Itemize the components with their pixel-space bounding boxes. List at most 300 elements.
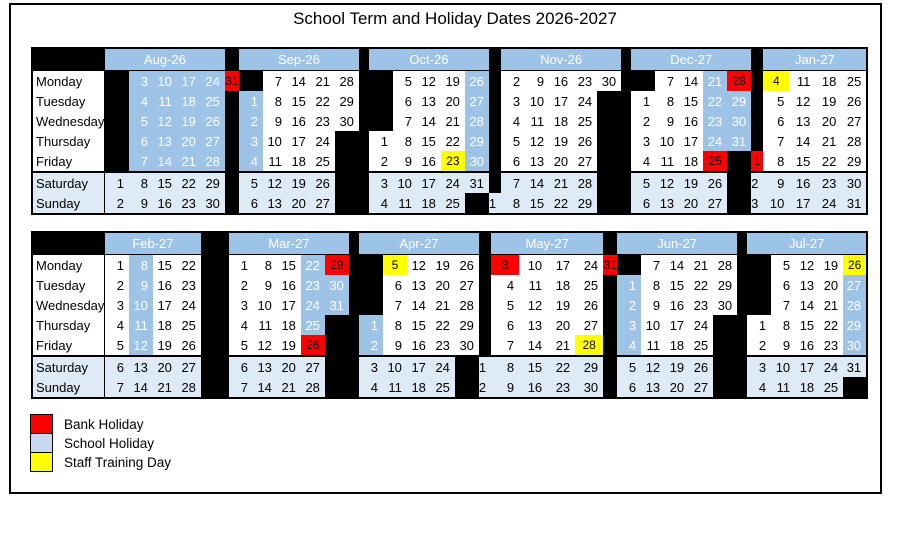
day-cell-school-holiday: 2 bbox=[617, 295, 641, 315]
day-cell-term-day: 17 bbox=[277, 295, 301, 315]
day-cell-school-holiday: 30 bbox=[325, 275, 349, 295]
day-cell-term-day: 19 bbox=[547, 295, 575, 315]
day-cell-school-holiday: 11 bbox=[153, 91, 177, 111]
day-cell-term-day: 5 bbox=[229, 335, 253, 356]
day-cell-weekend: 15 bbox=[153, 172, 177, 193]
day-cell-weekend: 30 bbox=[201, 193, 225, 214]
filler-cell bbox=[489, 172, 501, 193]
day-cell-term-day: 11 bbox=[525, 111, 549, 131]
filler-cell bbox=[225, 91, 239, 111]
header-filler bbox=[32, 232, 105, 255]
filler-cell bbox=[105, 131, 129, 151]
day-cell-school-holiday: 24 bbox=[201, 71, 225, 92]
filler-cell bbox=[479, 335, 491, 356]
day-cell-term-day: 18 bbox=[153, 315, 177, 335]
day-cell-school-holiday: 25 bbox=[301, 315, 325, 335]
day-cell-weekend: 13 bbox=[263, 193, 287, 214]
day-cell-term-day: 20 bbox=[819, 275, 843, 295]
day-cell-term-day: 25 bbox=[311, 151, 335, 172]
filler-cell bbox=[105, 151, 129, 172]
filler-cell bbox=[603, 356, 617, 377]
day-cell-school-holiday: 4 bbox=[617, 335, 641, 356]
day-cell-term-day: 5 bbox=[763, 91, 789, 111]
day-cell-term-day: 26 bbox=[573, 131, 597, 151]
day-cell-school-holiday: 23 bbox=[301, 275, 325, 295]
day-cell-term-day: 20 bbox=[431, 275, 455, 295]
day-cell-school-holiday: 26 bbox=[201, 111, 225, 131]
day-cell-term-day: 14 bbox=[407, 295, 431, 315]
weekday-label: Friday bbox=[32, 151, 105, 172]
day-cell-weekend: 6 bbox=[631, 193, 655, 214]
day-cell-term-day: 23 bbox=[689, 295, 713, 315]
filler-cell bbox=[737, 356, 747, 377]
filler-cell bbox=[747, 255, 771, 276]
day-cell-term-day: 11 bbox=[263, 151, 287, 172]
day-cell-term-day: 24 bbox=[689, 315, 713, 335]
day-cell-term-day: 20 bbox=[549, 151, 573, 172]
day-cell-term-day: 17 bbox=[679, 131, 703, 151]
day-cell-weekend: 18 bbox=[795, 377, 819, 398]
day-cell-term-day: 19 bbox=[441, 71, 465, 92]
filler-cell bbox=[359, 172, 369, 193]
day-cell-school-holiday: 24 bbox=[301, 295, 325, 315]
day-cell-term-day: 9 bbox=[263, 111, 287, 131]
filler-cell bbox=[349, 275, 359, 295]
day-cell-term-day: 21 bbox=[547, 335, 575, 356]
day-cell-term-day: 18 bbox=[277, 315, 301, 335]
day-cell-weekend: 4 bbox=[747, 377, 771, 398]
weekday-row-wednesday bbox=[32, 295, 867, 315]
filler-cell bbox=[597, 172, 621, 193]
day-cell-term-day: 3 bbox=[501, 91, 525, 111]
day-cell-term-day: 7 bbox=[655, 71, 679, 92]
day-cell-term-day: 17 bbox=[665, 315, 689, 335]
day-cell-term-day: 16 bbox=[277, 275, 301, 295]
day-cell-weekend: 3 bbox=[747, 356, 771, 377]
day-cell-term-day: 8 bbox=[253, 255, 277, 276]
filler-cell bbox=[603, 295, 617, 315]
filler-cell bbox=[747, 295, 771, 315]
day-cell-weekend: 30 bbox=[575, 377, 603, 398]
day-cell-term-day: 12 bbox=[789, 91, 815, 111]
day-cell-weekend: 24 bbox=[815, 193, 841, 214]
day-cell-term-day: 25 bbox=[573, 111, 597, 131]
day-cell-weekend: 4 bbox=[369, 193, 393, 214]
day-cell-weekend: 3 bbox=[369, 172, 393, 193]
filler-cell bbox=[737, 315, 747, 335]
day-cell-term-day: 19 bbox=[277, 335, 301, 356]
day-cell-term-day: 12 bbox=[253, 335, 277, 356]
page-title: School Term and Holiday Dates 2026-2027 bbox=[293, 9, 617, 28]
day-cell-term-day: 24 bbox=[311, 131, 335, 151]
day-cell-weekend: 31 bbox=[843, 356, 867, 377]
filler-cell bbox=[713, 335, 737, 356]
bank-holiday-swatch bbox=[30, 414, 53, 434]
day-cell-school-holiday: 4 bbox=[239, 151, 263, 172]
day-cell-weekend: 20 bbox=[287, 193, 311, 214]
weekday-label: Saturday bbox=[32, 356, 105, 377]
day-cell-term-day: 13 bbox=[407, 275, 431, 295]
day-cell-term-day: 4 bbox=[491, 275, 519, 295]
day-cell-term-day: 7 bbox=[383, 295, 407, 315]
header-filler bbox=[737, 232, 747, 255]
day-cell-term-day: 12 bbox=[417, 71, 441, 92]
day-cell-weekend: 20 bbox=[153, 356, 177, 377]
day-cell-term-day: 21 bbox=[441, 111, 465, 131]
day-cell-weekend: 29 bbox=[201, 172, 225, 193]
day-cell-weekend: 26 bbox=[703, 172, 727, 193]
day-cell-school-holiday: 19 bbox=[177, 111, 201, 131]
day-cell-weekend: 27 bbox=[689, 377, 713, 398]
day-cell-term-day: 13 bbox=[519, 315, 547, 335]
day-cell-weekend: 12 bbox=[263, 172, 287, 193]
day-cell-weekend: 1 bbox=[479, 356, 491, 377]
filler-cell bbox=[489, 151, 501, 172]
month-header: Nov-26 bbox=[501, 48, 621, 71]
filler-cell bbox=[751, 71, 763, 92]
day-cell-school-holiday: 17 bbox=[177, 71, 201, 92]
day-cell-term-day: 22 bbox=[819, 315, 843, 335]
day-cell-term-day: 30 bbox=[455, 335, 479, 356]
weekday-label: Friday bbox=[32, 335, 105, 356]
day-cell-term-day: 21 bbox=[815, 131, 841, 151]
day-cell-term-day: 12 bbox=[795, 255, 819, 276]
day-cell-term-day: 6 bbox=[393, 91, 417, 111]
day-cell-school-holiday: 8 bbox=[129, 255, 153, 276]
filler-cell bbox=[359, 111, 369, 131]
filler-cell bbox=[201, 315, 229, 335]
filler-cell bbox=[369, 91, 393, 111]
header-filler bbox=[489, 48, 501, 71]
weekday-label: Thursday bbox=[32, 315, 105, 335]
header-filler bbox=[621, 48, 631, 71]
day-cell-term-day: 7 bbox=[263, 71, 287, 92]
filler-cell bbox=[597, 193, 621, 214]
weekday-row-tuesday bbox=[32, 91, 867, 111]
day-cell-staff-training: 5 bbox=[383, 255, 407, 276]
day-cell-weekend: 23 bbox=[815, 172, 841, 193]
filler-cell bbox=[105, 111, 129, 131]
day-cell-term-day: 6 bbox=[501, 151, 525, 172]
filler-cell bbox=[225, 172, 239, 193]
filler-cell bbox=[325, 335, 349, 356]
filler-cell bbox=[359, 193, 369, 214]
day-cell-weekend: 15 bbox=[519, 356, 547, 377]
month-header: Sep-26 bbox=[239, 48, 359, 71]
day-cell-term-day: 29 bbox=[713, 275, 737, 295]
day-cell-weekend: 18 bbox=[417, 193, 441, 214]
day-cell-term-day: 22 bbox=[311, 91, 335, 111]
day-cell-weekend: 18 bbox=[407, 377, 431, 398]
day-cell-weekend: 27 bbox=[703, 193, 727, 214]
day-cell-term-day: 15 bbox=[679, 91, 703, 111]
day-cell-term-day: 16 bbox=[679, 111, 703, 131]
month-header-row bbox=[32, 232, 867, 255]
day-cell-school-holiday: 26 bbox=[465, 71, 489, 92]
filler-cell bbox=[349, 356, 359, 377]
legend-item-school-holiday bbox=[30, 433, 171, 453]
day-cell-weekend: 8 bbox=[129, 172, 153, 193]
day-cell-term-day: 16 bbox=[153, 275, 177, 295]
day-cell-weekend: 6 bbox=[105, 356, 129, 377]
day-cell-term-day: 18 bbox=[815, 71, 841, 92]
header-filler bbox=[349, 232, 359, 255]
filler-cell bbox=[105, 91, 129, 111]
day-cell-weekend: 26 bbox=[689, 356, 713, 377]
filler-cell bbox=[479, 275, 491, 295]
day-cell-term-day: 16 bbox=[407, 335, 431, 356]
weekday-row-wednesday bbox=[32, 111, 867, 131]
day-cell-weekend: 2 bbox=[751, 172, 763, 193]
filler-cell bbox=[349, 335, 359, 356]
filler-cell bbox=[621, 131, 631, 151]
day-cell-school-holiday: 23 bbox=[703, 111, 727, 131]
day-cell-weekend: 13 bbox=[253, 356, 277, 377]
filler-cell bbox=[479, 315, 491, 335]
filler-cell bbox=[359, 151, 369, 172]
day-cell-weekend: 29 bbox=[575, 356, 603, 377]
day-cell-school-holiday: 12 bbox=[153, 111, 177, 131]
day-cell-term-day: 12 bbox=[525, 131, 549, 151]
day-cell-term-day: 11 bbox=[789, 71, 815, 92]
day-cell-weekend: 5 bbox=[631, 172, 655, 193]
legend-item-staff-training-day bbox=[30, 452, 171, 472]
day-cell-weekend: 11 bbox=[393, 193, 417, 214]
filler-cell bbox=[465, 193, 489, 214]
day-cell-term-day: 20 bbox=[547, 315, 575, 335]
day-cell-school-holiday: 6 bbox=[129, 131, 153, 151]
day-cell-weekend: 19 bbox=[287, 172, 311, 193]
day-cell-school-holiday: 1 bbox=[359, 315, 383, 335]
filler-cell bbox=[751, 131, 763, 151]
day-cell-term-day: 1 bbox=[747, 315, 771, 335]
day-cell-term-day: 10 bbox=[525, 91, 549, 111]
day-cell-term-day: 2 bbox=[501, 71, 525, 92]
day-cell-school-holiday: 13 bbox=[153, 131, 177, 151]
day-cell-term-day: 1 bbox=[631, 91, 655, 111]
day-cell-weekend: 13 bbox=[129, 356, 153, 377]
day-cell-term-day: 4 bbox=[105, 315, 129, 335]
day-cell-school-holiday: 22 bbox=[703, 91, 727, 111]
day-cell-term-day: 21 bbox=[819, 295, 843, 315]
day-cell-term-day: 4 bbox=[631, 151, 655, 172]
month-header: Feb-27 bbox=[105, 232, 201, 255]
day-cell-term-day: 30 bbox=[335, 111, 359, 131]
day-cell-school-holiday: 2 bbox=[359, 335, 383, 356]
day-cell-bank-holiday: 26 bbox=[301, 335, 325, 356]
day-cell-school-holiday: 30 bbox=[843, 335, 867, 356]
staff-training-day-swatch bbox=[30, 452, 53, 472]
day-cell-term-day: 14 bbox=[519, 335, 547, 356]
day-cell-term-day: 26 bbox=[177, 335, 201, 356]
day-cell-weekend: 28 bbox=[301, 377, 325, 398]
day-cell-weekend: 3 bbox=[751, 193, 763, 214]
day-cell-school-holiday: 27 bbox=[843, 275, 867, 295]
day-cell-term-day: 23 bbox=[819, 335, 843, 356]
day-cell-bank-holiday: 31 bbox=[225, 71, 239, 92]
filler-cell bbox=[747, 275, 771, 295]
filler-cell bbox=[737, 255, 747, 276]
day-cell-term-day: 28 bbox=[713, 255, 737, 276]
month-header: Jan-27 bbox=[763, 48, 867, 71]
filler-cell bbox=[489, 71, 501, 92]
day-cell-weekend: 7 bbox=[105, 377, 129, 398]
day-cell-term-day: 4 bbox=[229, 315, 253, 335]
legend-label: Staff Training Day bbox=[64, 454, 172, 470]
day-cell-term-day: 24 bbox=[573, 91, 597, 111]
day-cell-term-day: 25 bbox=[575, 275, 603, 295]
day-cell-school-holiday: 31 bbox=[325, 295, 349, 315]
day-cell-term-day: 21 bbox=[311, 71, 335, 92]
day-cell-term-day: 15 bbox=[789, 151, 815, 172]
filler-cell bbox=[201, 377, 229, 398]
day-cell-weekend: 1 bbox=[489, 193, 501, 214]
day-cell-term-day: 16 bbox=[417, 151, 441, 172]
day-cell-term-day: 14 bbox=[665, 255, 689, 276]
day-cell-weekend: 23 bbox=[547, 377, 575, 398]
day-cell-weekend: 22 bbox=[547, 356, 575, 377]
day-cell-term-day: 22 bbox=[177, 255, 201, 276]
day-cell-weekend: 21 bbox=[153, 377, 177, 398]
day-cell-weekend: 27 bbox=[311, 193, 335, 214]
day-cell-weekend: 24 bbox=[431, 356, 455, 377]
day-cell-term-day: 20 bbox=[441, 91, 465, 111]
day-cell-school-holiday: 29 bbox=[727, 91, 751, 111]
weekday-row-monday bbox=[32, 71, 867, 92]
day-cell-term-day: 24 bbox=[177, 295, 201, 315]
day-cell-weekend: 17 bbox=[795, 356, 819, 377]
day-cell-term-day: 6 bbox=[491, 315, 519, 335]
day-cell-weekend: 14 bbox=[525, 172, 549, 193]
filler-cell bbox=[597, 91, 621, 111]
filler-cell bbox=[603, 275, 617, 295]
day-cell-term-day: 22 bbox=[815, 151, 841, 172]
day-cell-school-holiday: 9 bbox=[129, 275, 153, 295]
day-cell-weekend: 6 bbox=[617, 377, 641, 398]
day-cell-weekend: 16 bbox=[789, 172, 815, 193]
day-cell-term-day: 27 bbox=[575, 315, 603, 335]
filler-cell bbox=[455, 377, 479, 398]
filler-cell bbox=[737, 335, 747, 356]
day-cell-term-day: 1 bbox=[105, 255, 129, 276]
day-cell-school-holiday: 28 bbox=[465, 111, 489, 131]
filler-cell bbox=[349, 255, 359, 276]
day-cell-weekend: 6 bbox=[239, 193, 263, 214]
day-cell-term-day: 19 bbox=[819, 255, 843, 276]
day-cell-term-day: 17 bbox=[287, 131, 311, 151]
filler-cell bbox=[713, 315, 737, 335]
header-filler bbox=[751, 48, 763, 71]
header-filler bbox=[225, 48, 239, 71]
day-cell-weekend: 29 bbox=[573, 193, 597, 214]
day-cell-school-holiday: 30 bbox=[465, 151, 489, 172]
day-cell-school-holiday: 18 bbox=[177, 91, 201, 111]
day-cell-term-day: 2 bbox=[105, 275, 129, 295]
day-cell-school-holiday: 29 bbox=[843, 315, 867, 335]
day-cell-weekend: 10 bbox=[771, 356, 795, 377]
filler-cell bbox=[621, 151, 631, 172]
day-cell-term-day: 28 bbox=[841, 131, 867, 151]
day-cell-term-day: 5 bbox=[491, 295, 519, 315]
day-cell-term-day: 9 bbox=[641, 295, 665, 315]
day-cell-bank-holiday: 29 bbox=[325, 255, 349, 276]
filler-cell bbox=[349, 315, 359, 335]
header-filler bbox=[603, 232, 617, 255]
day-cell-weekend: 16 bbox=[519, 377, 547, 398]
day-cell-weekend: 12 bbox=[655, 172, 679, 193]
day-cell-weekend: 28 bbox=[177, 377, 201, 398]
day-cell-weekend: 7 bbox=[501, 172, 525, 193]
day-cell-term-day: 15 bbox=[417, 131, 441, 151]
filler-cell bbox=[751, 111, 763, 131]
day-cell-term-day: 16 bbox=[795, 335, 819, 356]
day-cell-term-day: 26 bbox=[841, 91, 867, 111]
month-header: Dec-27 bbox=[631, 48, 751, 71]
day-cell-weekend: 12 bbox=[641, 356, 665, 377]
day-cell-weekend: 25 bbox=[819, 377, 843, 398]
day-cell-weekend: 1 bbox=[105, 172, 129, 193]
filler-cell bbox=[349, 377, 359, 398]
filler-cell bbox=[737, 377, 747, 398]
day-cell-term-day: 3 bbox=[105, 295, 129, 315]
day-cell-weekend: 20 bbox=[277, 356, 301, 377]
day-cell-term-day: 13 bbox=[795, 275, 819, 295]
filler-cell bbox=[603, 315, 617, 335]
filler-cell bbox=[201, 255, 229, 276]
day-cell-weekend: 4 bbox=[359, 377, 383, 398]
day-cell-school-holiday: 27 bbox=[465, 91, 489, 111]
day-cell-term-day: 29 bbox=[455, 315, 479, 335]
month-header: Mar-27 bbox=[229, 232, 349, 255]
day-cell-weekend: 24 bbox=[441, 172, 465, 193]
term-table-feb-jul bbox=[31, 231, 868, 399]
legend-label: Bank Holiday bbox=[64, 416, 144, 432]
month-header: Jul-27 bbox=[747, 232, 867, 255]
day-cell-term-day: 2 bbox=[369, 151, 393, 172]
filler-cell bbox=[617, 255, 641, 276]
filler-cell bbox=[631, 71, 655, 92]
day-cell-weekend: 11 bbox=[383, 377, 407, 398]
day-cell-term-day: 5 bbox=[501, 131, 525, 151]
day-cell-term-day: 15 bbox=[795, 315, 819, 335]
day-cell-term-day: 7 bbox=[491, 335, 519, 356]
day-cell-bank-holiday: 3 bbox=[491, 255, 519, 276]
filler-cell bbox=[335, 172, 359, 193]
day-cell-term-day: 8 bbox=[393, 131, 417, 151]
day-cell-term-day: 29 bbox=[335, 91, 359, 111]
day-cell-weekend: 24 bbox=[819, 356, 843, 377]
day-cell-term-day: 6 bbox=[383, 275, 407, 295]
filler-cell bbox=[349, 295, 359, 315]
day-cell-school-holiday: 1 bbox=[239, 91, 263, 111]
month-header: Aug-26 bbox=[105, 48, 225, 71]
day-cell-weekend: 6 bbox=[229, 356, 253, 377]
day-cell-term-day: 21 bbox=[689, 255, 713, 276]
day-cell-weekend: 10 bbox=[383, 356, 407, 377]
day-cell-weekend: 9 bbox=[491, 377, 519, 398]
day-cell-school-holiday: 11 bbox=[129, 315, 153, 335]
filler-cell bbox=[359, 71, 369, 92]
filler-cell bbox=[225, 151, 239, 172]
month-header: May-27 bbox=[491, 232, 603, 255]
header-filler bbox=[479, 232, 491, 255]
day-cell-term-day: 18 bbox=[287, 151, 311, 172]
day-cell-weekend: 20 bbox=[679, 193, 703, 214]
day-cell-term-day: 15 bbox=[407, 315, 431, 335]
day-cell-term-day: 9 bbox=[393, 151, 417, 172]
day-cell-term-day: 6 bbox=[771, 275, 795, 295]
day-cell-school-holiday: 29 bbox=[465, 131, 489, 151]
